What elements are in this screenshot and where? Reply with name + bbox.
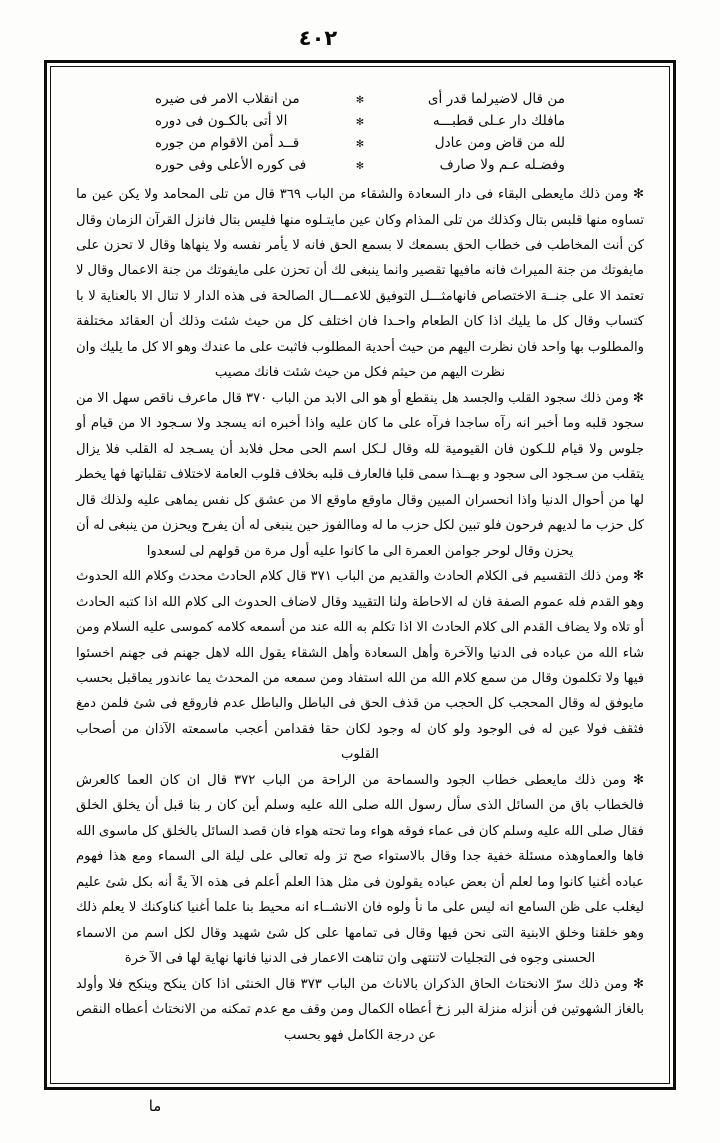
poem-verse bbox=[155, 88, 565, 110]
poem-block bbox=[155, 88, 565, 176]
prose-paragraph: ✻ ومن ذلك سجود القلب والجسد هل ينقطع أو هو الى الابد من الباب ٣٧٠ قال ماعرف ناقص سهل الا من سجود قلبه وما أخبر انه رآه ساجدا فرآه على ما كان عليه واذا أخبره انه يسجد ولا سـجود الا من قيام أو جلوس ولا قيام للـكون فان القيومية لله وقال لـكل اسم الحى محل فلابد أن يسـجد له القلب فلا يزال يتقلب من سـجود الى سجود و بهــذا سمى قلبا فالعارف قلبه بخلاف قلوب العامة لاختلاف تقلباتها فها يخطر لها من أحوال الدنيا واذا انحسران المبين وقال ماوقع ماوقع الا من عشق كل نفس يماهى عليه ولذلك قال كل حزب ما لديهم فرحون فلو تبين لكل حزب ما له وماالفوز حين ينبغى له أن يفرح ويحزن من ينبغى له أن يحزن وقال لوحر جوامن العمرة الى ما كانوا عليه أول مرة من قولهم لى لسعدوا bbox=[76, 390, 644, 559]
prose-paragraph: ✻ ومن ذلك سرّ الانختاث الحاق الذكران بالاناث من الباب ٣٧٣ قال الخنثى اذا كان ينكح وينكح فلا وأولد بالغاز الشهوتين فن أنزله منزلة البر زخ أعطاه الكمال ومن وقف مع عدم تمكنه من الانختاث أعطاه النقص عن درجة الكامل فهو بحسب bbox=[76, 976, 644, 1043]
catchword-value: ما bbox=[148, 1097, 162, 1115]
poem-verse bbox=[155, 132, 565, 154]
prose-paragraph: ✻ ومن ذلك مايعطى خطاب الجود والسماحة من الراحة من الباب ٣٧٢ قال ان كان العما كالعرش فالخطاب باق من السائل الذى سأل رسول الله صلى الله عليه وسلم أين كان ر بنا قبل أن يخلق الخلق فقال صلى الله عليه وسلم كان فى عماء فوقه هواء وما تحته هواء فان قصد السائل بالخلق كل ماسوى الله فاها والعماوهذه مسئلة خفية جدا وقال بالاستواء صح تز وله تعالى على ليلة الى السماء ومع هذا فهوم عباده أغنيا كانوا وما لعلم أن بعض عباده يقولون فى مثل هذا العلم أعلم فى هذه الآ يةً أنه بكل شئ عليم ليغلب على ظن السامع انه ليس على ما نأ ولوه فان الانشــاء انه محيط بنا علما أغنيا كناوكنك لا يعلم ذلك وهو خلقنا وخلق الابنية التى نحن فيها وقال فى تمامها على كل شئ شهيد وقال لكل اسم من الاسماء الحسنى وجوه فى التجليات لاتنتهى وان تناهت الاعمار فى الدنيا فانها نهاية لها فى الآ خرة bbox=[76, 772, 644, 967]
page-number-value: ٤٠٢ bbox=[298, 26, 338, 50]
verse-separator-icon: ✻ bbox=[355, 161, 365, 173]
verse-separator-icon: ✻ bbox=[355, 95, 365, 106]
prose-paragraph: ✻ ومن ذلك التقسيم فى الكلام الحادث والقديم من الباب ٣٧١ قال كلام الحادث محدث وكلام الله الحدوث وهو القدم فله عموم الصفة فان له الاحاطة ولنا التقييد وقال لاضاف الحدوث الى كلام الله اذا كتبه الحادث أو تلاه ولا يضاف القدم الى كلام الحادث الا اذا تكلم به الله عند من أسمعه كلامه كموسى عليه السلام ومن شاء الله من عباده فى الدنيا والآخرة وأهل السعادة وأهل الشقاء يقول الله لاهل جهنم فى جهنم اخسئوا فيها ولا تكلمون وقال من سمع كلام الله من الله استفاد ومن سمعه من المحدث يما عاندور يماقبل بحسب مايوفق له وقال المحجب كل الحجب من قذف الحق فى الباطل والباطل عدم فاروقع فى شئ فلمن دمغ فثقف فولا عين له فى الوجود ولو كان له وجود لكان حقا فقدامن أعجب ماسمعته الآذان من أصحاب القلوب bbox=[76, 569, 644, 763]
verse-hemistich-right: وفضـله عـم ولا صارف bbox=[439, 157, 565, 174]
verse-hemistich-right: لله من قاض ومن عادل bbox=[434, 135, 565, 152]
catchword bbox=[0, 1097, 720, 1115]
page-content bbox=[58, 74, 662, 1076]
page-number bbox=[0, 26, 720, 50]
verse-hemistich-left: فى كوره الأعلى وفى حوره bbox=[155, 157, 307, 174]
prose-paragraph: ✻ ومن ذلك مايعطى البقاء فى دار السعادة والشقاء من الباب ٣٦٩ قال من تلى المحامد ولا يكن عين ما تساوه منها قلبس بتال وكذلك من تلى المذام وكان عين مايتـلوه منها فليس بتال فانزل القرآن الزمان وقال كن أنت المخاطب فى خطاب الحق بسمعك لا بسمع الحق فانه لا يأمر نفسه ولا ينهاها وقال لا تحزن على مايفوتك من جنة الميراث فانه مافيها تقصير وانما ينبغى لك أن تحزن على مايفوتك من جنة الاعمال وقال لا تعتمد الا على جنــة الاختصاص فانهامثـــل التوفيق للاعمـــال الصالحة فى هذه الدار لا تنال الا بالعناية لا با كتساب وقال كل ما يليك اذا كان الطعام واحـدا فان اختلف كل من حيث شئت وذلك أن العقائد مختلفة والمطلوب بها واحد فان نظرت اليهم من حيث أحدية المطلوب فاثبت على ما عندك وهو الا كل ما يليك وان نظرت اليهم من حيثم فكل من حيث شئت فانك مصيب bbox=[76, 187, 645, 381]
verse-hemistich-right: من قال لاضيرلما قدر أى bbox=[427, 91, 565, 107]
verse-separator-icon: ✻ bbox=[355, 139, 365, 151]
prose-block bbox=[76, 182, 644, 1048]
verse-separator-icon: ✻ bbox=[355, 117, 365, 129]
poem-verse bbox=[155, 154, 565, 176]
verse-hemistich-left: الا أتى بالكـون فى دوره bbox=[155, 113, 288, 130]
poem-verse bbox=[155, 110, 565, 132]
verse-hemistich-left: من انقلاب الامر فى ضيره bbox=[155, 91, 300, 107]
verse-hemistich-right: مافلك دار عـلى قطبـــه bbox=[432, 113, 565, 130]
verse-hemistich-left: قــد أمن الاقوام من جوره bbox=[155, 135, 300, 152]
